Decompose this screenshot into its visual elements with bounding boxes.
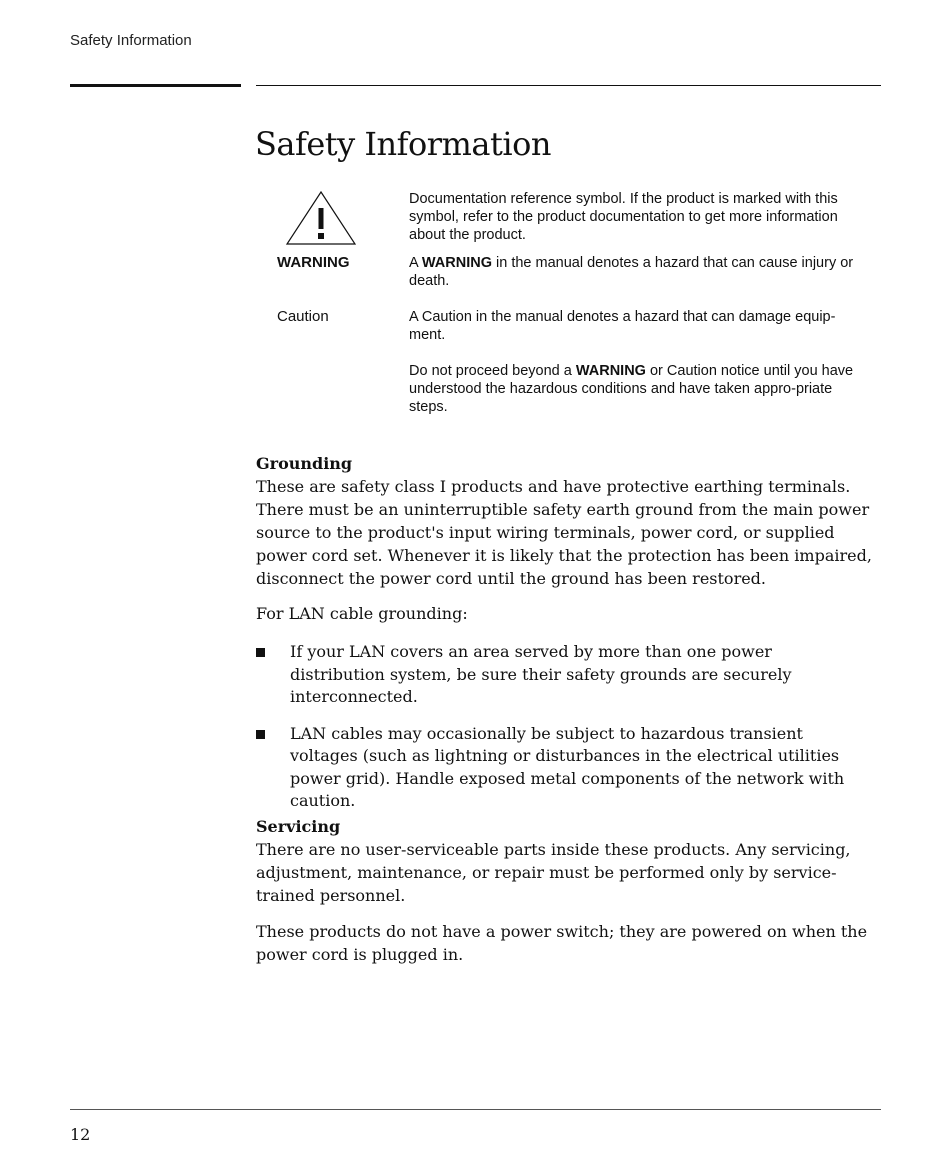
header-rule-thin — [256, 85, 881, 86]
servicing-section — [256, 816, 881, 966]
bullet-square-icon — [256, 648, 265, 657]
symbol-row-doc-ref — [255, 190, 881, 254]
servicing-heading: Servicing — [256, 817, 341, 836]
warning-description: A WARNING in the manual denotes a hazard that can cause injury or death. — [409, 255, 854, 289]
symbol-table — [255, 190, 881, 416]
doc-ref-description: Documentation reference symbol. If the product is marked with this symbol, refer to the product documentation to get more information about the product. — [409, 191, 838, 243]
warning-emphasis: WARNING — [421, 255, 492, 271]
symbol-row-warning — [255, 254, 881, 308]
lan-intro: For LAN cable grounding: — [256, 604, 468, 623]
proceed-emphasis: WARNING — [575, 363, 646, 379]
servicing-body: There are no user-serviceable parts inside these products. Any servicing, adjustment, maintenance, or repair must be performed only by service-trained personnel. — [256, 840, 851, 905]
caution-description: A Caution in the manual denotes a hazard that can damage equip-ment. — [409, 309, 836, 343]
page-number: 12 — [70, 1125, 91, 1144]
grounding-section — [256, 453, 881, 625]
warning-triangle-icon — [285, 190, 357, 246]
list-item: LAN cables may occasionally be subject to hazardous transient voltages (such as lightning or disturbances in the electrical utilities power grid). Handle exposed metal components of the network with caution. — [256, 723, 856, 813]
symbol-row-caution — [255, 308, 881, 362]
list-item: If your LAN covers an area served by more than one power distribution system, be sure their safety grounds are securely interconnected. — [256, 641, 856, 709]
footer-rule — [70, 1109, 881, 1110]
bullet-square-icon — [256, 730, 265, 739]
symbol-row-proceed — [255, 362, 881, 416]
page-title: Safety Information — [255, 125, 551, 164]
warning-term: WARNING — [277, 254, 350, 271]
lan-bullet-list — [256, 641, 856, 827]
running-header: Safety Information — [70, 32, 192, 49]
grounding-heading: Grounding — [256, 454, 353, 473]
header-rule-thick — [70, 84, 241, 87]
grounding-body: These are safety class I products and have protective earthing terminals. There must be an uninterruptible safety earth ground from the main power source to the product's input wiring terminals, power cord, or supplied power cord set. Whenever it is likely that the protection has been impaired, disconnect the power cord until the ground has been restored. — [256, 477, 872, 588]
caution-term: Caution — [277, 308, 329, 325]
proceed-notice: Do not proceed beyond a WARNING or Caution notice until you have understood the hazardous conditions and have taken appro-priate steps. — [409, 363, 854, 415]
power-note: These products do not have a power switch; they are powered on when the power cord is plugged in. — [256, 922, 868, 964]
